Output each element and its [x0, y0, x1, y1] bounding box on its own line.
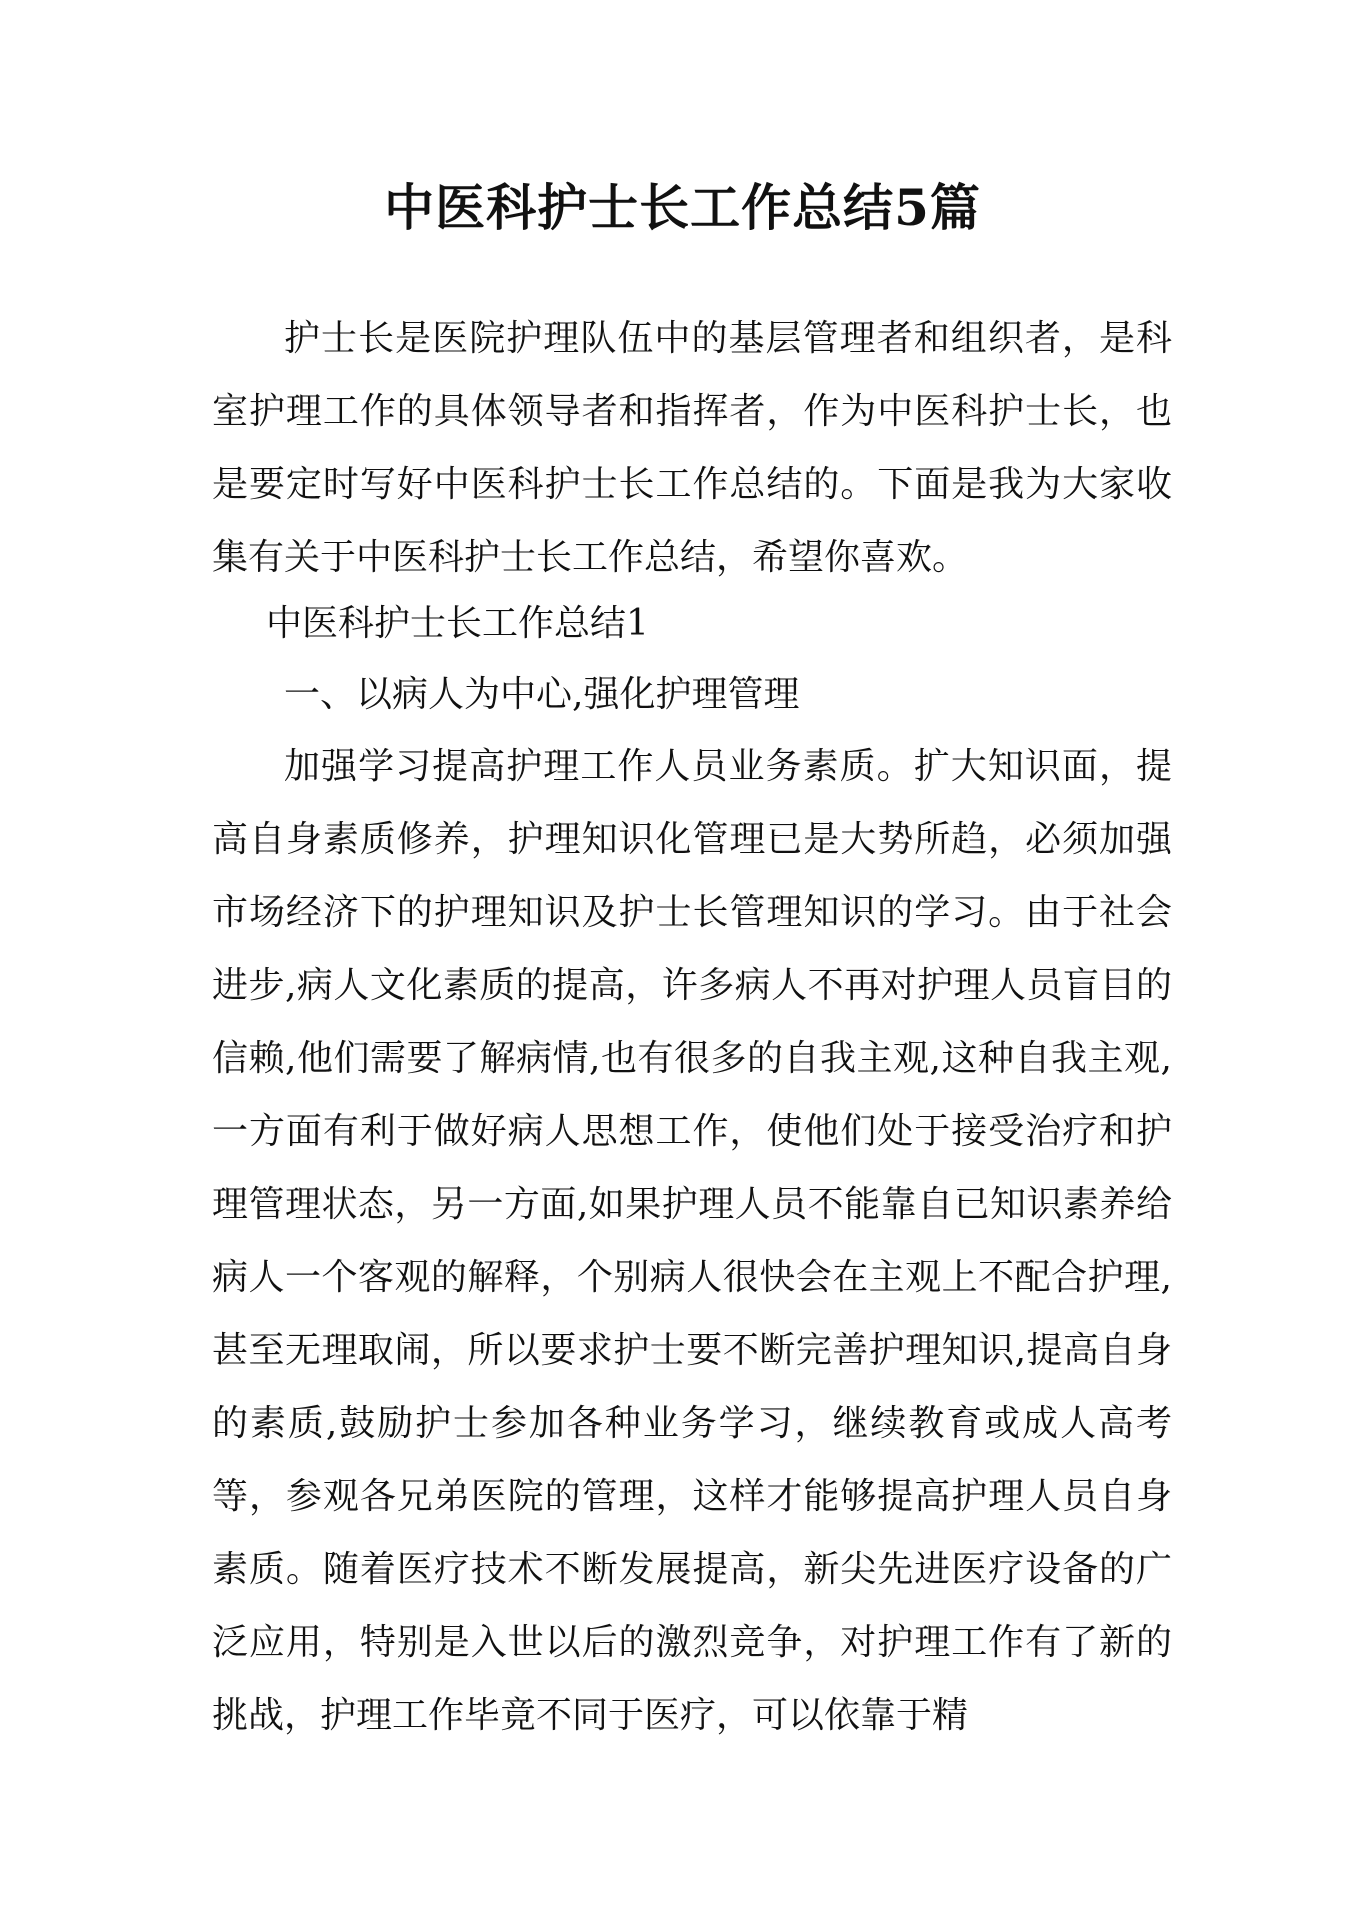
section-title: 中医科护士长工作总结1 [266, 603, 649, 644]
intro-paragraph: 护士长是医院护理队伍中的基层管理者和组织者，是科室护理工作的具体领导者和指挥者，作为中医科护士长，也是要定时写好中医科护士长工作总结的。下面是我为大家收集有关于中医科护士长工作总结，希望你喜欢。 [212, 318, 1172, 578]
body-paragraph: 加强学习提高护理工作人员业务素质。扩大知识面，提高自身素质修养，护理知识化管理已是大势所趋，必须加强市场经济下的护理知识及护士长管理知识的学习。由于社会进步,病人文化素质的提高，许多病人不再对护理人员盲目的信赖,他们需要了解病情,也有很多的自我主观,这种自我主观,一方面有利于做好病人思想工作，使他们处于接受治疗和护理管理状态，另一方面,如果护理人员不能靠自已知识素养给病人一个客观的解释，个别病人很快会在主观上不配合护理,甚至无理取闹，所以要求护士要不断完善护理知识,提高自身的素质,鼓励护士参加各种业务学习，继续教育或成人高考等，参观各兄弟医院的管理，这样才能够提高护理人员自身素质。随着医疗技术不断发展提高，新尖先进医疗设备的广泛应用，特别是入世以后的激烈竞争，对护理工作有了新的挑战，护理工作毕竟不同于医疗，可以依靠于精 [212, 746, 1172, 1736]
document-title: 中医科护士长工作总结5篇 [384, 178, 981, 237]
section-heading: 一、以病人为中心,强化护理管理 [284, 674, 800, 715]
